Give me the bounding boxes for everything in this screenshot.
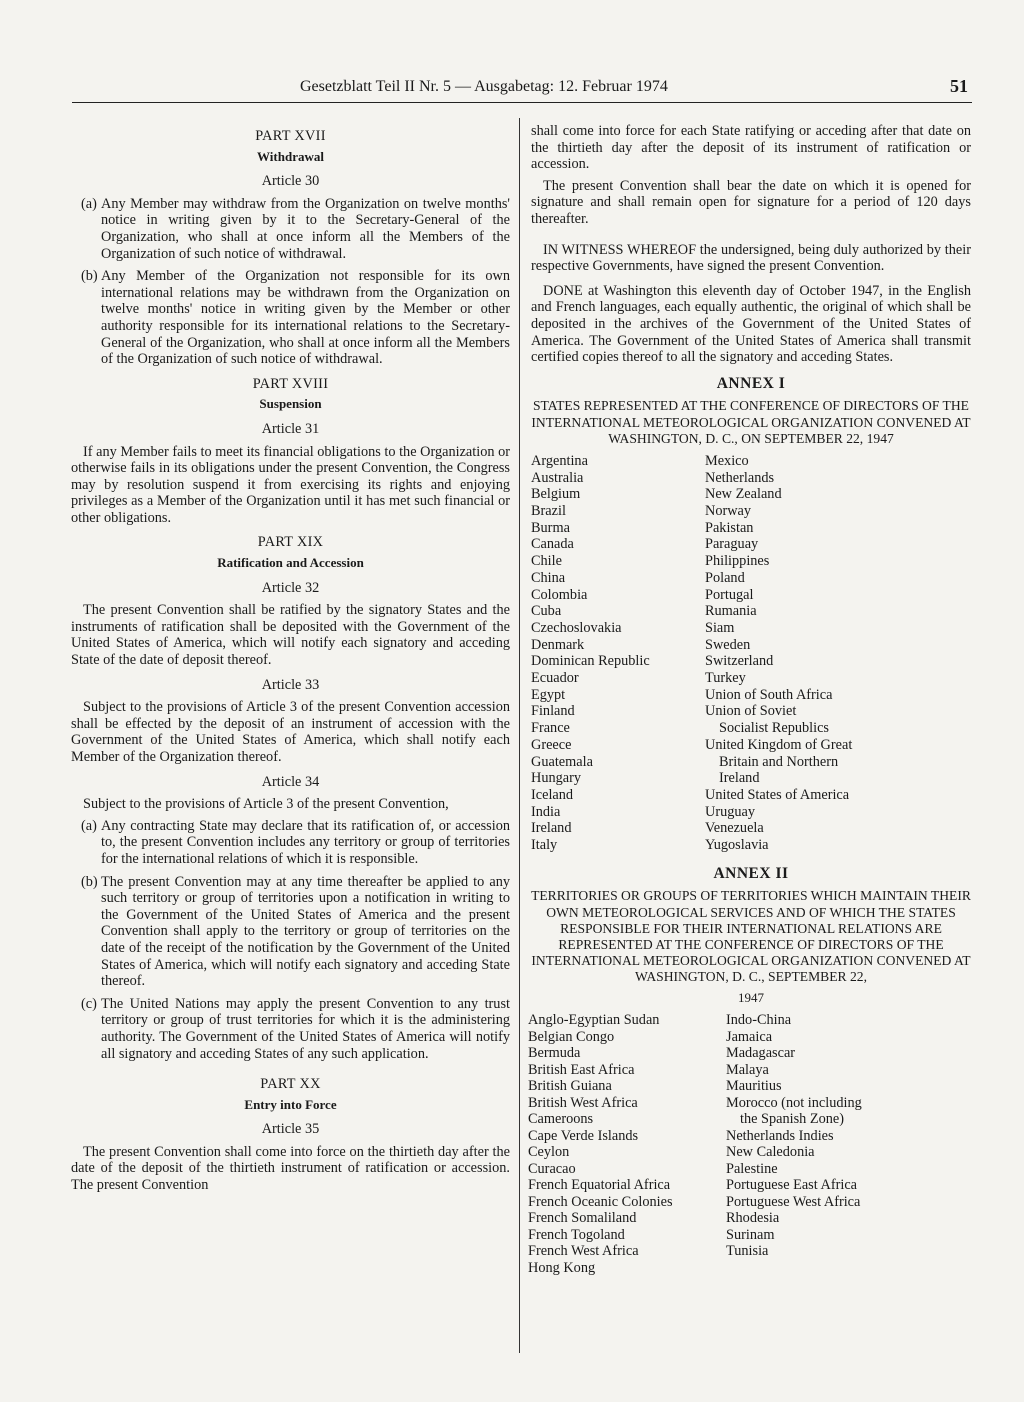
part-xix-subtitle: Ratification and Accession <box>217 555 364 571</box>
list-item: Portuguese West Africa <box>726 1193 861 1210</box>
list-item: French West Africa <box>528 1243 639 1260</box>
part-xvii-subtitle: Withdrawal <box>257 148 324 164</box>
annex-i-title: ANNEX I <box>716 374 786 392</box>
list-item: Pakistan <box>705 519 754 536</box>
list-item: Greece <box>531 736 572 753</box>
item-text: Any Member of the Organization not responsible for its own international relations may be withdrawn from the Organization on twelve months' notice in writing given by the Member or other authority responsible for its international relations to the Secretary-General of the Organization, who shall at once inform all the Members of the Organization of such notice of withdrawal. <box>101 268 510 368</box>
list-item: Guatemala <box>531 753 593 770</box>
list-item: Socialist Republics <box>719 720 829 737</box>
annex-ii-year: 1947 <box>738 989 764 1005</box>
list-item: Tunisia <box>726 1243 769 1260</box>
list-item: Netherlands <box>705 469 775 486</box>
list-item: Poland <box>705 569 745 586</box>
article-34-item-a <box>71 818 510 868</box>
list-item: Hungary <box>531 770 582 787</box>
list-item: United Kingdom of Great <box>705 736 853 753</box>
annex-ii-left-list <box>528 1012 726 1276</box>
list-item: Rhodesia <box>726 1210 780 1227</box>
list-item: Yugoslavia <box>705 837 769 854</box>
list-item: French Equatorial Africa <box>528 1177 671 1194</box>
annex-i-list <box>531 453 971 854</box>
list-item: United States of America <box>705 786 850 803</box>
list-item: Cameroons <box>528 1111 594 1128</box>
list-item: Portuguese East Africa <box>726 1177 858 1194</box>
article-31-heading: Article 31 <box>261 420 320 437</box>
list-item: Curacao <box>528 1160 576 1177</box>
article-30-item-a <box>71 196 510 262</box>
annex-i-left-list <box>531 453 705 854</box>
list-item: New Caledonia <box>726 1144 815 1161</box>
list-item: Sweden <box>705 636 751 653</box>
list-item: Canada <box>531 536 574 553</box>
signature-date-text: The present Convention shall bear the date on which it is opened for signature and shall remain open for signature for a period of 120 days thereafter. <box>531 177 971 227</box>
list-item: Hong Kong <box>528 1259 596 1276</box>
list-item: the Spanish Zone) <box>740 1111 845 1128</box>
item-label: (a) <box>81 195 97 212</box>
list-item: French Togoland <box>528 1226 625 1243</box>
list-item: Finland <box>531 703 575 720</box>
item-text: Any contracting State may declare that its ratification of, or accession to, the present Convention includes any territory or group of territories for the international relations of which it is responsible. <box>101 817 510 867</box>
annex-ii-right-list <box>726 1012 971 1276</box>
list-item: Switzerland <box>705 653 774 670</box>
list-item: Jamaica <box>726 1028 773 1045</box>
list-item: Czechoslovakia <box>531 619 622 636</box>
list-item: Italy <box>531 837 558 854</box>
item-label: (b) <box>81 873 98 890</box>
list-item: Madagascar <box>726 1045 796 1062</box>
article-33-heading: Article 33 <box>261 676 320 693</box>
item-label: (c) <box>81 995 97 1012</box>
list-item: Chile <box>531 553 562 570</box>
list-item: Rumania <box>705 603 757 620</box>
list-item: Cuba <box>531 603 562 620</box>
list-item: Turkey <box>705 670 746 687</box>
annex-ii-title: ANNEX II <box>713 864 789 882</box>
article-30-item-b <box>71 268 510 368</box>
done-text: DONE at Washington this eleventh day of October 1947, in the English and French languages, each equally authentic, the original of which shall be deposited in the archives of the Government of the United States of America. The Government of the United States of America shall transmit certified copies thereof to all the signatory and acceding States. <box>531 282 971 366</box>
list-item: Colombia <box>531 586 588 603</box>
article-31-text: If any Member fails to meet its financial obligations to the Organization or otherwise fails in its obligations under the present Convention, the Congress may by resolution suspend it from exercising its rights and enjoying privileges as a Member of the Organization until it has met such financial or other obligations. <box>71 443 510 526</box>
list-item: Morocco (not including <box>726 1094 862 1111</box>
part-xx-title: PART XX <box>260 1076 321 1093</box>
list-item: French Oceanic Colonies <box>528 1193 673 1210</box>
list-item: Australia <box>531 469 584 486</box>
part-xviii-title: PART XVIII <box>252 375 329 392</box>
left-column <box>71 120 510 1199</box>
annex-i-heading: STATES REPRESENTED AT THE CONFERENCE OF DIRECTORS OF THE INTERNATIONAL METEOROLOGICAL ORGANIZATION CONVENED AT WASHINGTON, D. C., ON SEPTEMBER 22, 1947 <box>531 398 971 446</box>
list-item: Egypt <box>531 686 566 703</box>
list-item: British East Africa <box>528 1061 635 1078</box>
article-30-heading: Article 30 <box>261 173 320 190</box>
article-35-text: The present Convention shall come into force on the thirtieth day after the date of the deposit of the thirtieth instrument of ratification or accession. The present Convention <box>71 1143 510 1194</box>
article-33-text: Subject to the provisions of Article 3 of the present Convention accession shall be effected by the deposit of an instrument of accession with the Government of the United States of America, which shall notify each Member of the Organization thereof. <box>71 699 510 765</box>
list-item: Mexico <box>705 452 749 469</box>
column-divider <box>519 118 520 1353</box>
item-text: The United Nations may apply the present Convention to any trust territory or group of trust territories for which it is the administering authority. The Government of the United States of America will notify all signatory and acceding States of any such application. <box>101 995 510 1062</box>
list-item: Venezuela <box>705 820 764 837</box>
article-32-text: The present Convention shall be ratified by the signatory States and the instruments of ratification shall be deposited with the Government of the United States of America, which will notify each signatory and acceding State of the date of deposit thereof. <box>71 602 510 669</box>
part-xix-title: PART XIX <box>257 534 324 551</box>
list-item: Britain and Northern <box>719 753 839 770</box>
item-label: (b) <box>81 268 98 285</box>
list-item: Iceland <box>531 786 574 803</box>
list-item: Brazil <box>531 503 566 520</box>
list-item: Siam <box>705 619 735 636</box>
list-item: China <box>531 569 566 586</box>
list-item: Argentina <box>531 452 588 469</box>
list-item: Malaya <box>726 1061 769 1078</box>
article-34-item-b <box>71 874 510 990</box>
list-item: Surinam <box>726 1226 775 1243</box>
list-item: France <box>531 720 570 737</box>
list-item: New Zealand <box>705 486 782 503</box>
part-xvii-title: PART XVII <box>255 128 326 144</box>
list-item: Palestine <box>726 1160 778 1177</box>
list-item: Burma <box>531 519 570 536</box>
article-32-heading: Article 32 <box>261 579 320 596</box>
list-item: British Guiana <box>528 1078 612 1095</box>
article-34-heading: Article 34 <box>261 773 320 790</box>
gazette-title: Gesetzblatt Teil II Nr. 5 — Ausgabetag: 12. Februar 1974 <box>300 78 668 95</box>
right-column <box>528 123 971 1276</box>
list-item: Uruguay <box>705 803 756 820</box>
page-header <box>72 78 972 103</box>
article-35-continued: shall come into force for each State ratifying or acceding after that date on the thirtieth day after the deposit of its instrument of ratification or accession. <box>531 123 971 173</box>
list-item: Union of South Africa <box>705 686 833 703</box>
article-34-text: Subject to the provisions of Article 3 of the present Convention, <box>83 796 449 813</box>
item-label: (a) <box>81 817 97 834</box>
annex-ii-list <box>528 1012 971 1276</box>
list-item: Portugal <box>705 586 754 603</box>
list-item: Norway <box>705 503 752 520</box>
list-item: Mauritius <box>726 1078 782 1095</box>
list-item: British West Africa <box>528 1094 638 1111</box>
part-xx-subtitle: Entry into Force <box>244 1096 337 1112</box>
list-item: Cape Verde Islands <box>528 1127 639 1144</box>
list-item: Union of Soviet <box>705 703 797 720</box>
article-35-heading: Article 35 <box>261 1121 320 1138</box>
witness-text: IN WITNESS WHEREOF the undersigned, being duly authorized by their respective Governments, have signed the present Convention. <box>531 241 971 275</box>
list-item: Anglo-Egyptian Sudan <box>528 1012 660 1029</box>
list-item: French Somaliland <box>528 1210 637 1227</box>
list-item: Indo-China <box>726 1012 792 1029</box>
list-item: Ceylon <box>528 1144 570 1161</box>
list-item: Ireland <box>719 770 760 787</box>
annex-i-right-list <box>705 453 971 854</box>
list-item: Ireland <box>531 820 572 837</box>
list-item: Paraguay <box>705 536 759 553</box>
article-34-item-c <box>71 996 510 1062</box>
list-item: Dominican Republic <box>531 653 650 670</box>
list-item: India <box>531 803 561 820</box>
part-xviii-subtitle: Suspension <box>259 396 322 412</box>
item-text: The present Convention may at any time thereafter be applied to any such territory or group of territories upon a notification in writing to the Government of the United States of America and the present Convention shall apply to the territory or group of territories on the date of the receipt of the notification by the Government of the United States of America, which will notify each signatory and acceding State thereof. <box>101 873 510 990</box>
list-item: Bermuda <box>528 1045 581 1062</box>
list-item: Philippines <box>705 553 770 570</box>
list-item: Belgium <box>531 486 581 503</box>
annex-ii-heading: TERRITORIES OR GROUPS OF TERRITORIES WHICH MAINTAIN THEIR OWN METEOROLOGICAL SERVICES AND OF WHICH THE STATES RESPONSIBLE FOR THEIR INTERNATIONAL RELATIONS ARE REPRESENTED AT THE CONFERENCE OF DIRECTORS OF THE INTERNATIONAL METEOROLOGICAL ORGANIZATION CONVENED AT WASHINGTON, D. C., SEPTEMBER 22, <box>531 888 971 985</box>
item-text: Any Member may withdraw from the Organization on twelve months' notice in writing given by it to the Secretary-General of the Organization, who shall at once inform all the Members of the Organization of such notice of withdrawal. <box>101 195 510 262</box>
list-item: Belgian Congo <box>528 1028 615 1045</box>
list-item: Netherlands Indies <box>726 1127 834 1144</box>
page-number: 51 <box>950 76 968 96</box>
list-item: Denmark <box>531 636 585 653</box>
list-item: Ecuador <box>531 670 579 687</box>
